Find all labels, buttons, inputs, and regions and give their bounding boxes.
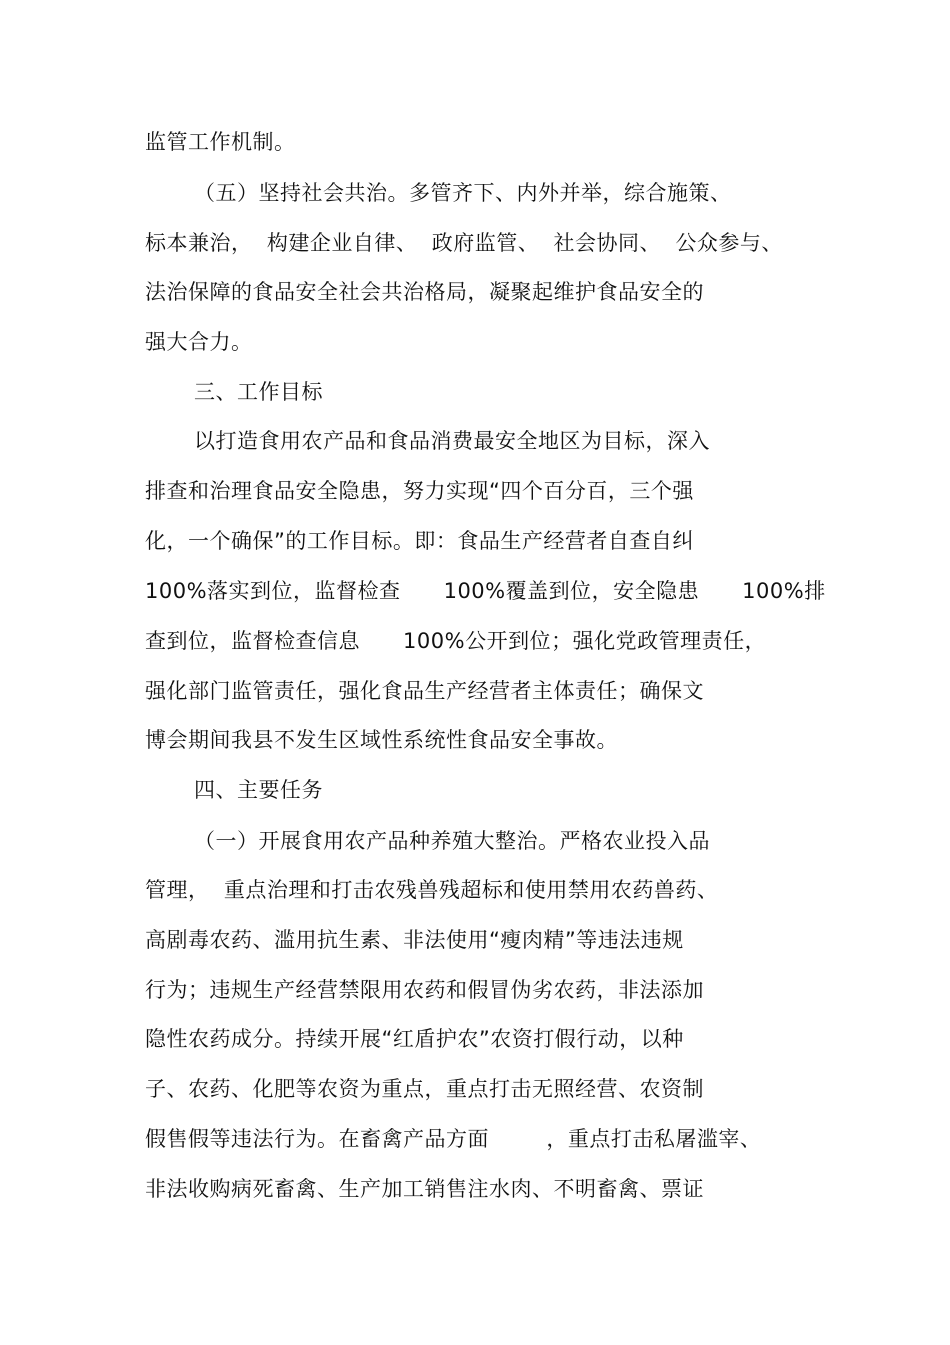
- body-text-line: 行为；违规生产经营禁限用农药和假冒伪劣农药，非法添加: [145, 978, 704, 1002]
- section-heading-5: （五）坚持社会共治。多管齐下、内外并举，综合施策、: [194, 181, 732, 205]
- body-text-line: 监管工作机制。: [145, 130, 296, 154]
- body-text-line: 高剧毒农药、滥用抗生素、非法使用“瘦肉精”等违法违规: [145, 928, 684, 952]
- body-text-line: 法治保障的食品安全社会共治格局，凝聚起维护食品安全的: [145, 280, 704, 304]
- body-text-line: 强化部门监管责任，强化食品生产经营者主体责任；确保文: [145, 679, 704, 703]
- body-text-line: 博会期间我县不发生区域性系统性食品安全事故。: [145, 728, 618, 752]
- body-text-line: 排查和治理食品安全隐患，努力实现“四个百分百，三个强: [145, 479, 694, 503]
- body-text-line: 非法收购病死畜禽、生产加工销售注水肉、不明畜禽、票证: [145, 1177, 704, 1201]
- body-text-line: 假售假等违法行为。在畜禽产品方面 ，重点打击私屠滥宰、: [145, 1127, 762, 1151]
- body-text-line: 隐性农药成分。持续开展“红盾护农”农资打假行动，以种: [145, 1027, 684, 1051]
- body-text-line: 强大合力。: [145, 330, 253, 354]
- body-text-line: 查到位，监督检查信息 100%公开到位；强化党政管理责任，: [145, 629, 767, 653]
- chapter-heading-goals: 三、工作目标: [194, 380, 323, 404]
- section-heading-1: （一）开展食用农产品种养殖大整治。严格农业投入品: [194, 829, 710, 853]
- body-text-line: 管理， 重点治理和打击农残兽残超标和使用禁用农药兽药、: [145, 878, 719, 902]
- body-text-line: 化，一个确保”的工作目标。即：食品生产经营者自查自纠: [145, 529, 694, 553]
- body-text-line: 以打造食用农产品和食品消费最安全地区为目标，深入: [194, 429, 710, 453]
- body-text-line: 标本兼治， 构建企业自律、 政府监管、 社会协同、 公众参与、: [145, 231, 783, 255]
- body-text-line: 子、农药、化肥等农资为重点，重点打击无照经营、农资制: [145, 1077, 704, 1101]
- chapter-heading-tasks: 四、主要任务: [194, 778, 323, 802]
- body-text-line: 100%落实到位，监督检查 100%覆盖到位，安全隐患 100%排: [145, 579, 826, 603]
